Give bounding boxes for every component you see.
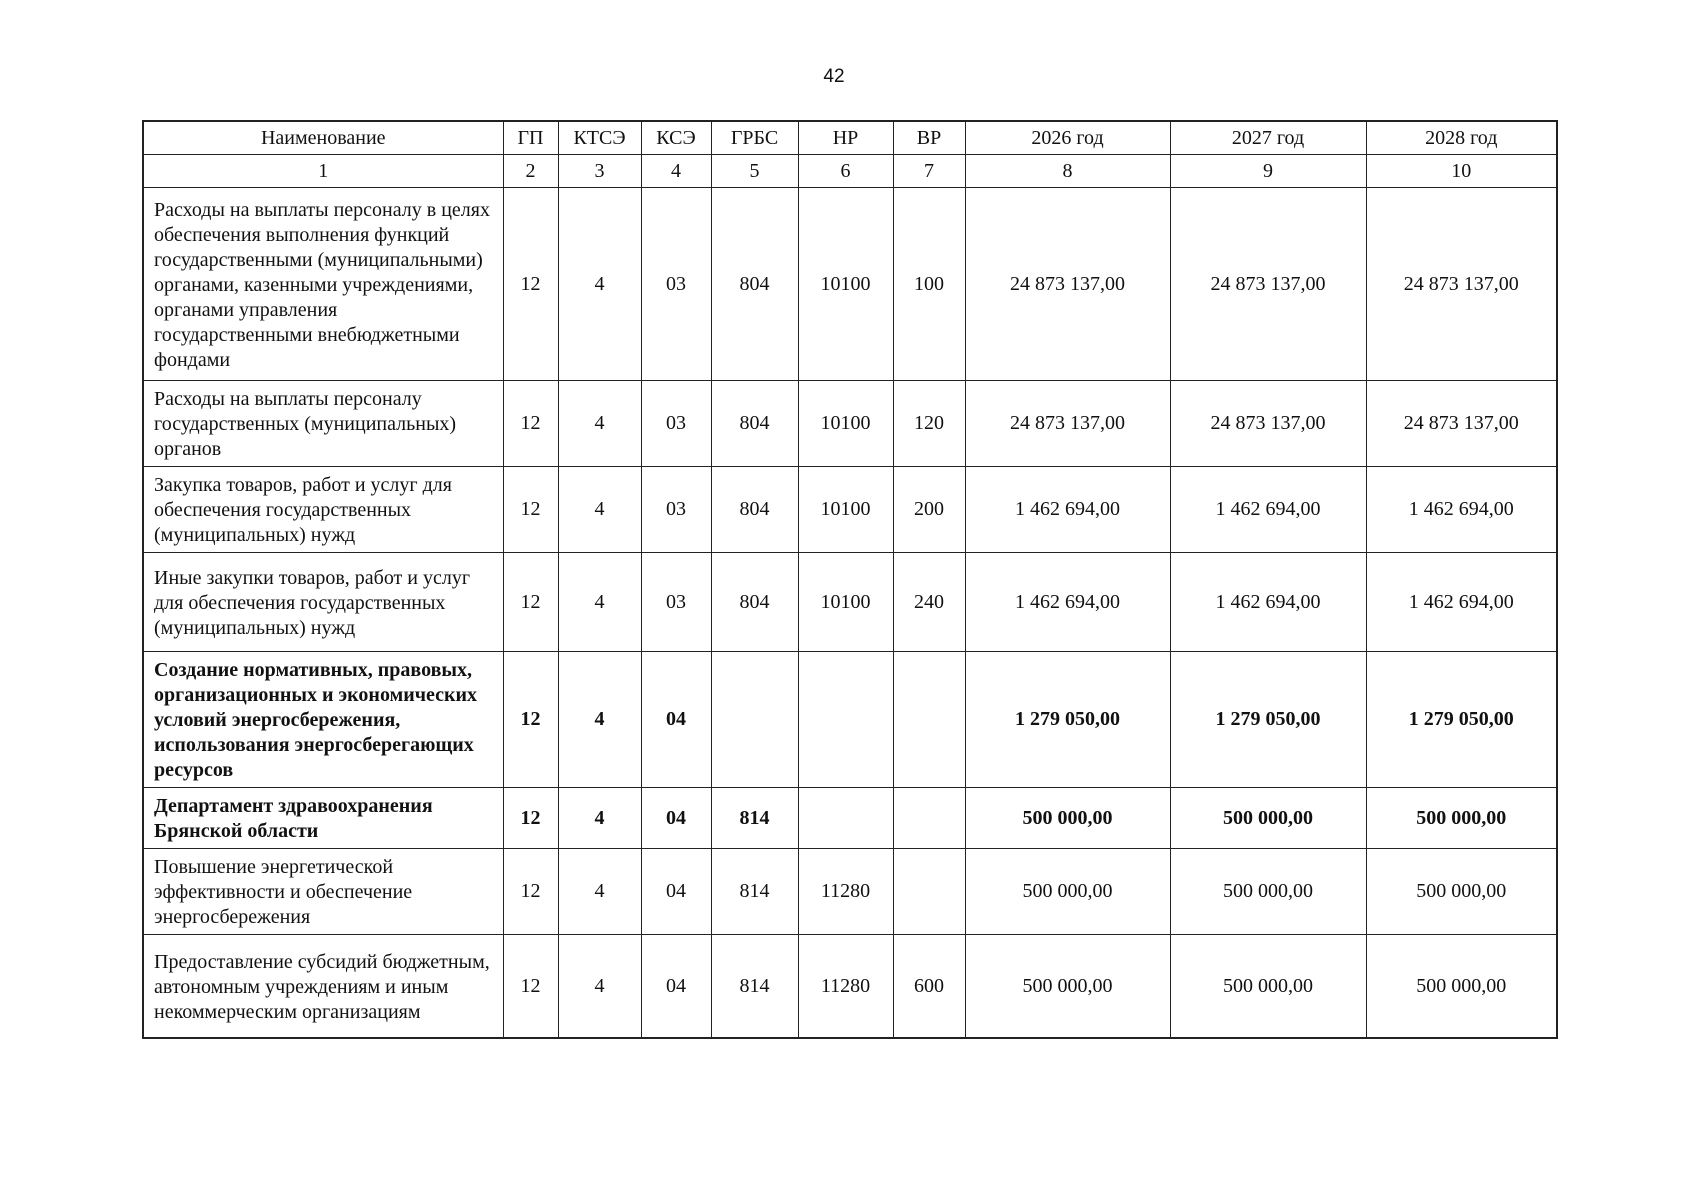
gp-cell: 12 [503,188,558,381]
column-number: 3 [558,155,641,188]
column-number: 8 [965,155,1170,188]
table-row [143,849,1557,935]
grbs-cell: 814 [711,849,798,935]
column-number: 9 [1170,155,1366,188]
row-name-cell: Расходы на выплаты персоналу государственных (муниципальных) органов [143,381,503,467]
kse-cell: 03 [641,467,711,553]
amount-2028-cell: 1 462 694,00 [1366,467,1557,553]
amount-2028-cell: 500 000,00 [1366,849,1557,935]
header-kse: КСЭ [641,121,711,155]
amount-2028-cell: 24 873 137,00 [1366,188,1557,381]
amount-2026-cell: 24 873 137,00 [965,381,1170,467]
nr-cell: 11280 [798,849,893,935]
nr-cell [798,652,893,788]
page-number [0,66,1694,88]
amount-2027-cell: 1 462 694,00 [1170,467,1366,553]
vr-cell [893,652,965,788]
row-name-cell: Предоставление субсидий бюджетным, автономным учреждениям и иным некоммерческим организациям [143,935,503,1039]
column-number: 2 [503,155,558,188]
vr-cell: 240 [893,553,965,652]
amount-2026-cell: 24 873 137,00 [965,188,1170,381]
table-row [143,553,1557,652]
grbs-cell: 804 [711,381,798,467]
amount-2027-cell: 24 873 137,00 [1170,188,1366,381]
ktse-cell: 4 [558,935,641,1039]
ktse-cell: 4 [558,553,641,652]
budget-table [142,120,1558,1039]
column-number: 4 [641,155,711,188]
nr-cell: 10100 [798,188,893,381]
header-2026: 2026 год [965,121,1170,155]
row-name-cell: Повышение энергетической эффективности и обеспечение энергосбережения [143,849,503,935]
amount-2027-cell: 24 873 137,00 [1170,381,1366,467]
column-number-row [143,155,1557,188]
nr-cell [798,788,893,849]
kse-cell: 03 [641,553,711,652]
gp-cell: 12 [503,935,558,1039]
header-2027: 2027 год [1170,121,1366,155]
grbs-cell: 814 [711,788,798,849]
kse-cell: 03 [641,381,711,467]
ktse-cell: 4 [558,467,641,553]
kse-cell: 04 [641,652,711,788]
vr-cell: 100 [893,188,965,381]
kse-cell: 04 [641,788,711,849]
kse-cell: 04 [641,935,711,1039]
ktse-cell: 4 [558,788,641,849]
gp-cell: 12 [503,652,558,788]
header-gp: ГП [503,121,558,155]
gp-cell: 12 [503,788,558,849]
table-row [143,652,1557,788]
column-number: 6 [798,155,893,188]
header-ktse: КТСЭ [558,121,641,155]
amount-2027-cell: 1 279 050,00 [1170,652,1366,788]
table-row [143,788,1557,849]
header-2028: 2028 год [1366,121,1557,155]
grbs-cell: 804 [711,188,798,381]
amount-2026-cell: 1 462 694,00 [965,467,1170,553]
ktse-cell: 4 [558,652,641,788]
column-number: 10 [1366,155,1557,188]
amount-2027-cell: 1 462 694,00 [1170,553,1366,652]
table-row [143,467,1557,553]
grbs-cell: 804 [711,467,798,553]
header-name: Наименование [143,121,503,155]
kse-cell: 04 [641,849,711,935]
column-number: 1 [143,155,503,188]
amount-2028-cell: 500 000,00 [1366,935,1557,1039]
amount-2028-cell: 1 279 050,00 [1366,652,1557,788]
amount-2027-cell: 500 000,00 [1170,849,1366,935]
gp-cell: 12 [503,849,558,935]
amount-2028-cell: 1 462 694,00 [1366,553,1557,652]
vr-cell: 120 [893,381,965,467]
row-name-cell: Иные закупки товаров, работ и услуг для обеспечения государственных (муниципальных) нужд [143,553,503,652]
amount-2027-cell: 500 000,00 [1170,788,1366,849]
row-name-cell: Департамент здравоохранения Брянской области [143,788,503,849]
row-name-cell: Расходы на выплаты персоналу в целях обеспечения выполнения функций государственными (муниципальными) органами, казенными учреждениями, органами управления государственными внебюджетными фондами [143,188,503,381]
table-row [143,188,1557,381]
amount-2028-cell: 24 873 137,00 [1366,381,1557,467]
table-row [143,381,1557,467]
grbs-cell: 814 [711,935,798,1039]
column-number: 7 [893,155,965,188]
amount-2026-cell: 1 462 694,00 [965,553,1170,652]
gp-cell: 12 [503,381,558,467]
amount-2026-cell: 500 000,00 [965,849,1170,935]
vr-cell: 600 [893,935,965,1039]
kse-cell: 03 [641,188,711,381]
grbs-cell [711,652,798,788]
column-number: 5 [711,155,798,188]
vr-cell [893,788,965,849]
header-vr: ВР [893,121,965,155]
nr-cell: 11280 [798,935,893,1039]
ktse-cell: 4 [558,381,641,467]
grbs-cell: 804 [711,553,798,652]
amount-2026-cell: 500 000,00 [965,935,1170,1039]
amount-2026-cell: 1 279 050,00 [965,652,1170,788]
header-row [143,121,1557,155]
vr-cell: 200 [893,467,965,553]
vr-cell [893,849,965,935]
amount-2027-cell: 500 000,00 [1170,935,1366,1039]
nr-cell: 10100 [798,467,893,553]
row-name-cell: Закупка товаров, работ и услуг для обеспечения государственных (муниципальных) нужд [143,467,503,553]
row-name-cell: Создание нормативных, правовых, организационных и экономических условий энергосбережения, использования энергосберегающих ресурсов [143,652,503,788]
header-nr: НР [798,121,893,155]
ktse-cell: 4 [558,849,641,935]
ktse-cell: 4 [558,188,641,381]
page-number-text: 42 [823,66,845,87]
amount-2028-cell: 500 000,00 [1366,788,1557,849]
table-row [143,935,1557,1039]
amount-2026-cell: 500 000,00 [965,788,1170,849]
nr-cell: 10100 [798,553,893,652]
nr-cell: 10100 [798,381,893,467]
gp-cell: 12 [503,553,558,652]
header-grbs: ГРБС [711,121,798,155]
gp-cell: 12 [503,467,558,553]
